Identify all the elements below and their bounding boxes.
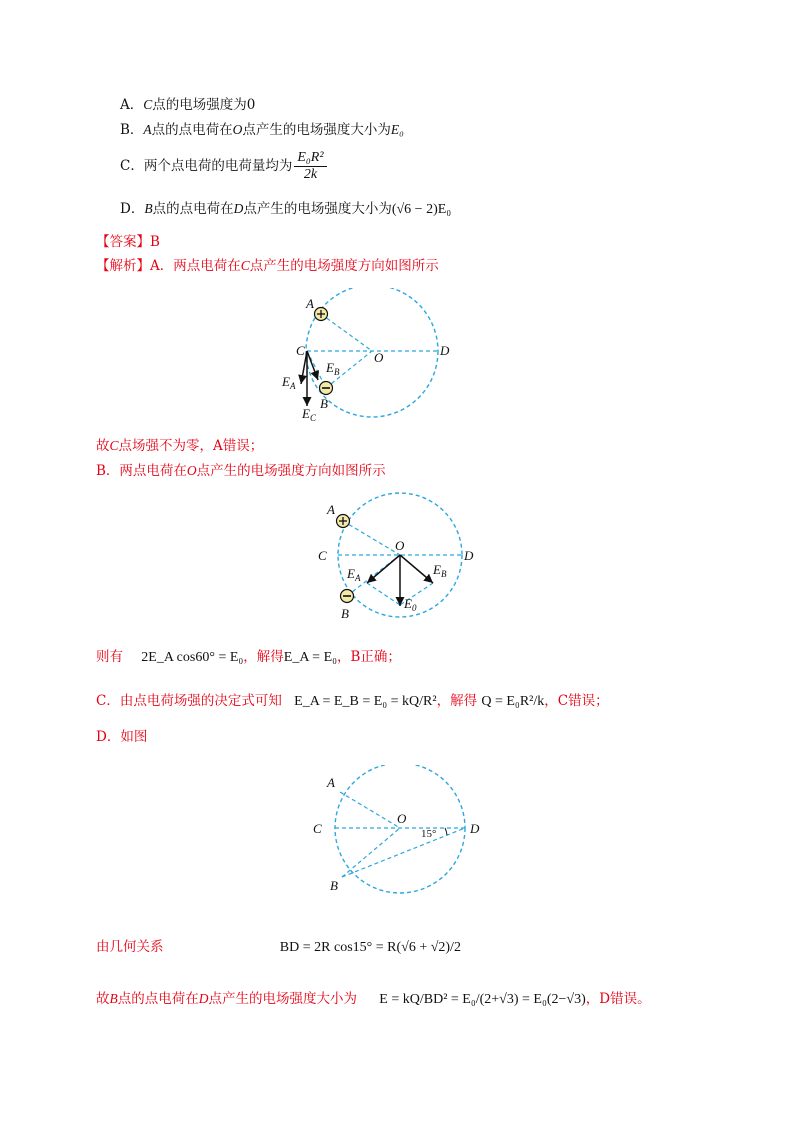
analysis-d-conclusion: 故B点的点电荷在D点产生的电场强度大小为 E = kQ/BD² = E₀/(2+√3) = E₀(2−√3)，D错误。 bbox=[96, 991, 651, 1007]
svg-text:D: D bbox=[470, 821, 480, 836]
figure-3-diagram bbox=[305, 765, 505, 895]
label-ec: $E_C$ bbox=[302, 406, 316, 423]
svg-text:A: A bbox=[327, 502, 335, 517]
svg-text:O: O bbox=[397, 811, 407, 826]
option-c-fraction: $\frac{\text{E₀R²}}{2k}$ bbox=[294, 150, 326, 183]
option-c: C．两个点电荷的电荷量均为 $\frac{\text{E₀R²}}{2k}$ bbox=[120, 146, 329, 186]
vector-eb bbox=[307, 351, 318, 380]
analysis-d-geometry: 由几何关系 BD = 2R cos15° = R(√6 + √2)/2 bbox=[96, 939, 461, 955]
analysis-a-conclusion: 故C点场强不为零，A错误； bbox=[96, 438, 264, 454]
svg-text:O: O bbox=[395, 538, 405, 553]
label-c: C bbox=[296, 343, 305, 358]
svg-text:C: C bbox=[313, 821, 322, 836]
answer-line: 【答案】B bbox=[96, 234, 160, 250]
analysis-b-equation: 则有 2E_A cos60° = E₀，解得E_A = E₀，B正确； bbox=[96, 649, 401, 665]
label-d: D bbox=[440, 343, 450, 358]
svg-text:C: C bbox=[318, 548, 327, 563]
label-o: O bbox=[374, 350, 384, 365]
svg-text:B: B bbox=[330, 878, 338, 893]
label-ea: $E_A$ bbox=[282, 374, 296, 391]
svg-text:EB: $E_B$ bbox=[433, 562, 447, 579]
analysis-a-intro: 【解析】A．两点电荷在C点产生的电场强度方向如图所示 bbox=[96, 258, 439, 274]
analysis-d-intro: D．如图 bbox=[96, 729, 148, 745]
svg-text:E0: $E_0$ bbox=[404, 596, 417, 613]
svg-text:D: D bbox=[464, 548, 474, 563]
svg-text:15°: 15° bbox=[421, 828, 437, 840]
option-d: D．B点的点电荷在D点产生的电场强度大小为(√6 − 2)E₀ bbox=[120, 201, 452, 217]
figure-2-diagram bbox=[305, 490, 495, 625]
option-b: B．A点的点电荷在O点产生的电场强度大小为E₀ bbox=[120, 122, 404, 138]
svg-text:A: A bbox=[327, 775, 335, 790]
svg-text:B: B bbox=[341, 606, 349, 621]
figure-1-diagram bbox=[270, 288, 470, 433]
svg-text:EA: $E_A$ bbox=[347, 566, 361, 583]
label-a: A bbox=[306, 296, 314, 311]
label-eb: $E_B$ bbox=[326, 360, 340, 377]
label-b: B bbox=[320, 396, 328, 411]
option-a: A．C点的电场强度为0 bbox=[120, 97, 256, 113]
analysis-c: C．由点电荷场强的决定式可知 E_A = E_B = E₀ = kQ/R²，解得 Q = E₀R²/k，C错误； bbox=[96, 693, 609, 709]
analysis-b-intro: B．两点电荷在O点产生的电场强度方向如图所示 bbox=[96, 463, 386, 479]
